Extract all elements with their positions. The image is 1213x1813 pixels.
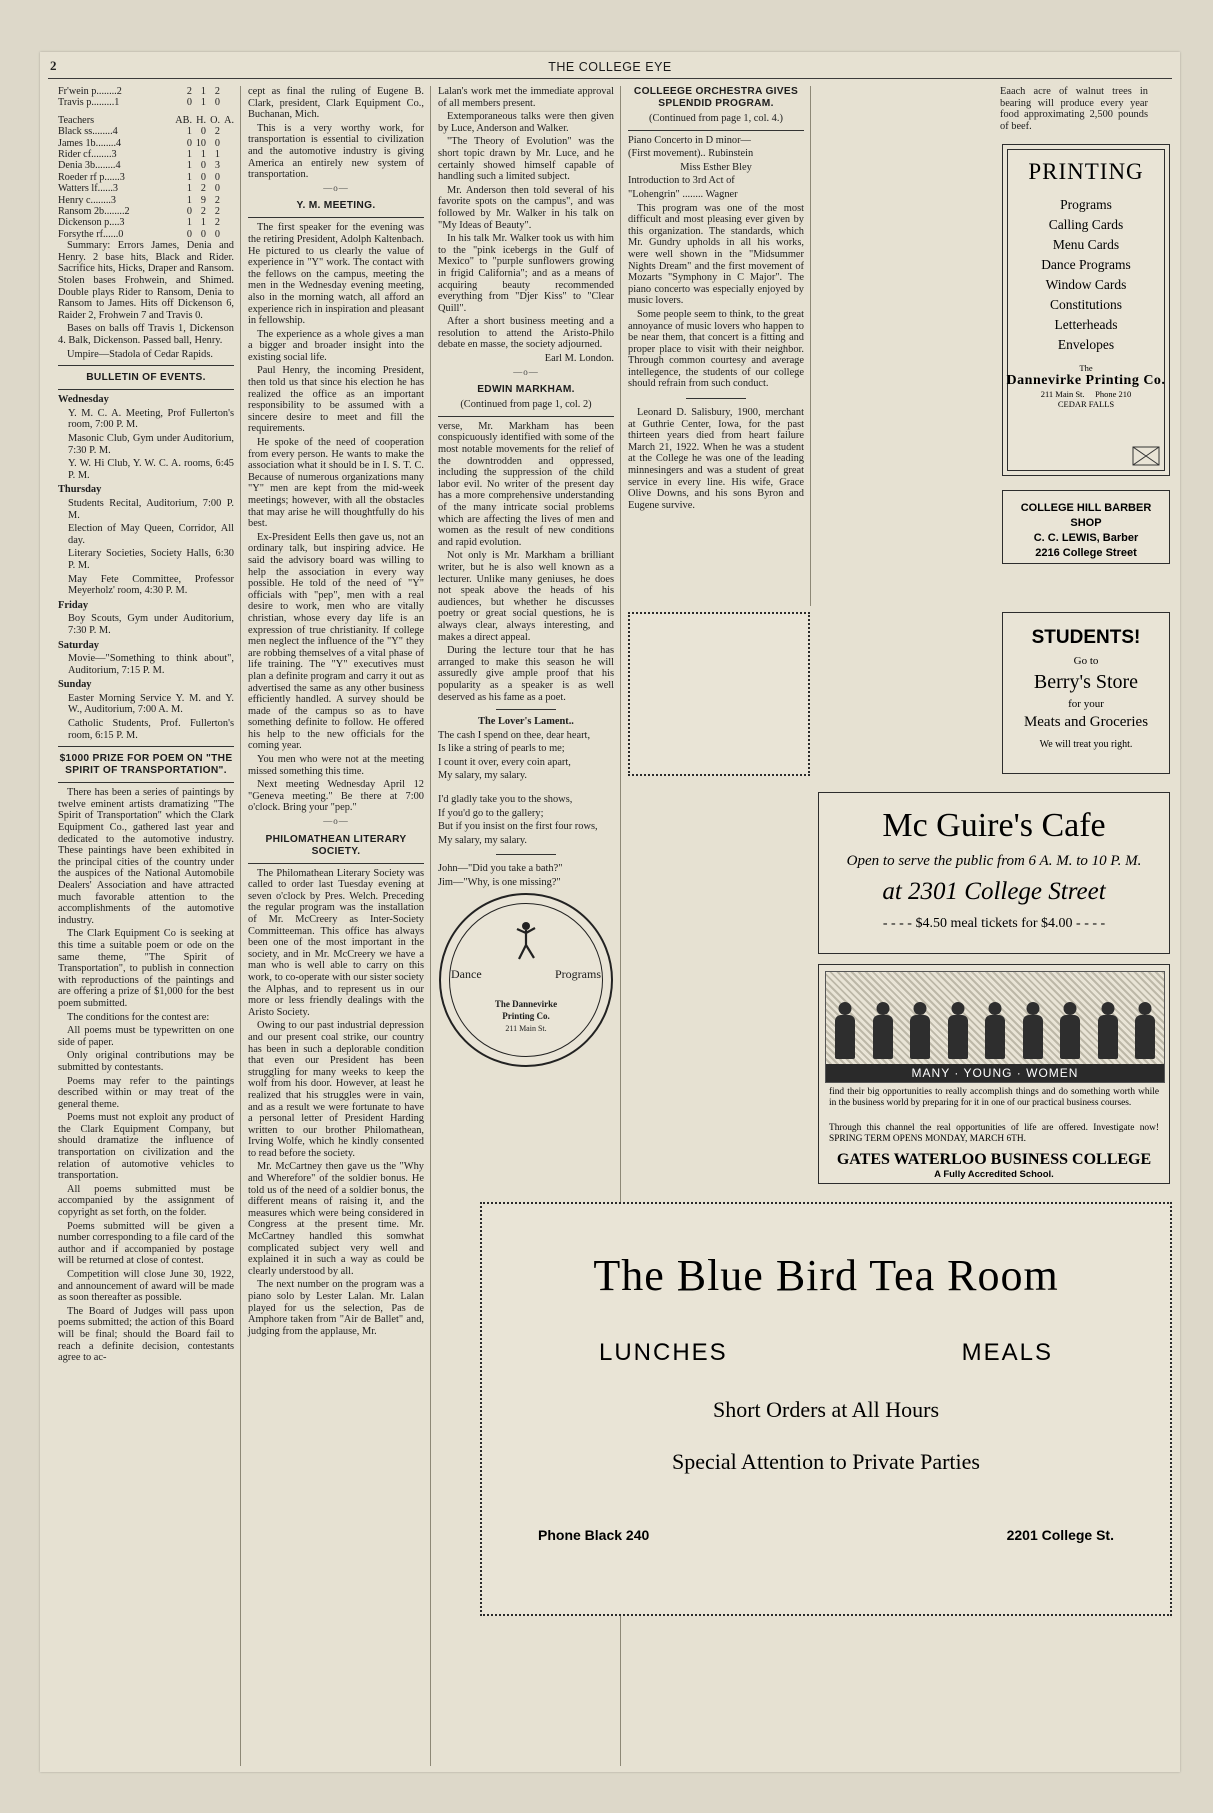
stat: 0 (200, 126, 206, 138)
dots: .........1 (91, 97, 120, 109)
table-row (58, 206, 234, 217)
bluebird-line2: Special Attention to Private Parties (672, 1449, 980, 1474)
article-paragraph: The conditions for the contest are: (67, 1011, 210, 1023)
stat: 1 (186, 149, 192, 161)
stat: 0 (186, 97, 192, 109)
stat: 1 (200, 86, 206, 97)
article-paragraph: The Board of Judges will pass upon poems submitted; the action of this Board will be final; should the Board fail to reach a definite decision, contestants agree to ac- (58, 1305, 234, 1364)
barber-line1: COLLEGE HILL BARBER (1020, 502, 1152, 514)
dots: ........3 (90, 194, 116, 206)
stat: 0 (214, 97, 220, 109)
bulletin-day: Friday (58, 599, 89, 611)
col-header: AB. (175, 114, 192, 126)
program-line: (First movement).. Rubinstein (628, 148, 754, 160)
bluebird-address: 2201 College St. (1006, 1527, 1114, 1543)
bulletin-day: Thursday (58, 484, 102, 496)
column-two (248, 86, 424, 1339)
column-divider (240, 86, 241, 1766)
article-paragraph: You men who were not at the meeting missed something this time. (248, 754, 424, 777)
student-figure-icon (870, 1002, 896, 1064)
article-paragraph: Lalan's work met the immediate approval of all members present. (438, 86, 614, 109)
stat: 0 (186, 206, 192, 218)
stat: 3 (214, 160, 220, 172)
column-four (628, 86, 804, 513)
classroom-illustration (825, 971, 1165, 1083)
masthead-title: THE COLLEGE EYE (548, 60, 672, 74)
dannevirke-circle-logo (439, 893, 613, 1067)
stat: 0 (186, 228, 192, 240)
bulletin-event: Masonic Club, Gym under Auditorium, 7:30 P. M. (68, 433, 234, 456)
bulletin-day: Saturday (58, 639, 99, 651)
barber-line3: C. C. LEWIS, Barber (1033, 532, 1139, 544)
student-figure-icon (945, 1002, 971, 1064)
table-row (58, 86, 234, 97)
bluebird-lunches: LUNCHES (598, 1339, 728, 1366)
article-paragraph: In his talk Mr. Walker took us with him to the "pink icebergs in the Gulf of Mexico" to "purple sunflowers growing in frigid California"; and as a means of acquiring beauty recommended everything from "Djer Kiss" to "Clear Quill". (438, 233, 614, 314)
poem-line: The cash I spend on thee, dear heart, (438, 729, 591, 741)
student-figure-icon (832, 1002, 858, 1064)
player-name: Forsythe rf (58, 228, 103, 240)
player-name: Rider cf (58, 149, 92, 161)
berry-ad[interactable] (1002, 612, 1170, 774)
table-row (58, 229, 234, 240)
gates-subtitle: A Fully Accredited School. (934, 1169, 1054, 1180)
barber-ad[interactable] (1002, 490, 1170, 564)
bulletin-heading: BULLETIN OF EVENTS. (86, 372, 206, 384)
bulletin-day: Wednesday (58, 394, 109, 406)
printing-item: Programs (1060, 197, 1112, 212)
stat: 0 (214, 171, 220, 183)
player-name: Fr'wein p (58, 86, 97, 97)
stat: 1 (214, 149, 220, 161)
table-row (58, 217, 234, 228)
printing-city: CEDAR FALLS (1057, 399, 1115, 409)
article-signature: Earl M. London. (544, 353, 614, 365)
dots: ........4 (95, 137, 122, 149)
latta-ad[interactable] (628, 612, 810, 776)
berry-store-name: Berry's Store (1033, 671, 1139, 693)
stat: 1 (186, 183, 192, 195)
table-row (58, 138, 234, 149)
article-paragraph: The next number on the program was a piano solo by Lester Lalan. Mr. Lalan played for us the selection, Pas de Amphore taken from "Air de Ballet" and, judging from the applause, Mr. (248, 1279, 424, 1337)
stat: 1 (186, 171, 192, 183)
article-paragraph: Owing to our past industrial depression and our present coal strike, our country has been in such a deplorable condition that even our President has been struggling for many weeks to keep the wolf from his door. However, at least he realized that his struggles were in vain, and as a result we were fortunate to have a personal letter of President Harding written to our brother Philomathean, Irving Wolfe, which he kindly consented to read before the society. (248, 1020, 424, 1159)
stat: 2 (214, 86, 220, 97)
page-number: 2 (50, 58, 57, 73)
poem-line: My salary, my salary. (438, 770, 527, 782)
article-paragraph: He spoke of the need of cooperation from every person. He wants to make the association what it should be in I. S. T. C. Because of numerous organizations many "Y" men are kept from the mid-week meetings; however, with all the obstacles that may arise he will thoughtfully do his best. (248, 437, 424, 530)
stat: 0 (214, 183, 220, 195)
student-figure-icon (1132, 1002, 1158, 1064)
prize-heading: $1000 PRIZE FOR POEM ON "THE SPIRIT OF TRANSPORTATION". (59, 753, 233, 777)
berry-tagline: We will treat you right. (1039, 739, 1133, 750)
stat: 9 (200, 194, 206, 206)
article-paragraph: Paul Henry, the incoming President, then told us that since his election he has realized the office as an important responsibility to be assumed with a sincere desire to meet and fill the requirements. (248, 365, 424, 435)
bulletin-event: Easter Morning Service Y. M. and Y. W., Auditorium, 7:00 A. M. (68, 692, 234, 716)
article-paragraph: During the lecture tour that he has arranged to make this season he will assuredly give ample proof that his popularity as a speaker is as well deserved as his fame as a poet. (438, 645, 614, 703)
program-line: Piano Concerto in D minor— (628, 134, 751, 146)
stat: 2 (200, 206, 206, 218)
gates-banner: MANY · YOUNG · WOMEN (826, 1064, 1164, 1082)
article-paragraph: After a short business meeting and a resolution to attend the Aristo-Philo debate en masse, the society adjourned. (438, 316, 614, 351)
article-paragraph: verse, Mr. Markham has been conspicuously identified with some of the most notable movements for the relief of the downtrodden and oppressed, including the suppression of the child labor evil. No writer of the present day has a more comprehensive understanding of the many intricate social problems which are affecting the lives of men and women as the result of new conditions and rapid evolution. (438, 420, 614, 548)
printing-address (1003, 389, 1169, 399)
printing-item: Letterheads (1054, 317, 1118, 332)
barber-line4: 2216 College Street (1035, 547, 1137, 559)
walnut-filler (818, 86, 1148, 134)
printing-phone: Phone 210 (1095, 389, 1132, 399)
printing-item: Dance Programs (1041, 257, 1131, 272)
article-paragraph: Mr. McCartney then gave us the "Why and Wherefore" of the soldier bonus. He told us of the need of a soldier bonus, the different means of raising it, and the measures which were being considered in Congress at the present time. Mr. McCartney handled this somwhat complicated subject very well and explained it in such a way as could be clearly understood by all. (248, 1161, 424, 1277)
obituary-paragraph: Leonard D. Salisbury, 1900, merchant at Guthrie Center, Iowa, for the past thirteen years died from heart failure March 21, 1922. When he was a student at the College he was one of the leading minnesingers and was a student of great service in every line. His wife, Grace Olive Downs, and his sons Byron and Eugene survive. (628, 407, 804, 511)
barber-line2: SHOP (1070, 517, 1102, 529)
article-paragraph: The first speaker for the evening was the retiring President, Adolph Kaltenbach. He pictured to us clearly the value of experience in "Y" work. The contact with the fellows on the campus, meeting the men in the Wednesday evening meeting, also in the morning watch, all afford an experience rich in inspiration and pleasant in fellowship. (248, 222, 424, 327)
dots: ......3 (104, 171, 125, 183)
stat: 0 (214, 137, 220, 149)
gates-title: GATES WATERLOO BUSINESS COLLEGE (836, 1151, 1152, 1168)
student-figure-icon (1057, 1002, 1083, 1064)
bulletin-event: Y. W. Hi Club, Y. W. C. A. rooms, 6:45 P. M. (68, 458, 234, 481)
bulletin-event: Election of May Queen, Corridor, All day. (68, 523, 234, 546)
article-paragraph: cept as final the ruling of Eugene B. Clark, president, Clark Equipment Co., Buchanan, Mich. (248, 86, 424, 121)
poem-line: I count it over, every coin apart, (438, 756, 571, 768)
markham-heading: EDWIN MARKHAM. (477, 384, 575, 396)
mcguire-ad[interactable] (818, 792, 1170, 954)
stat: 0 (186, 137, 192, 149)
ym-meeting-heading: Y. M. MEETING. (296, 200, 376, 212)
berry-goods: Meats and Groceries (1023, 714, 1149, 730)
table-row (58, 126, 234, 137)
bulletin-event: Y. M. C. A. Meeting, Prof Fullerton's room, 7:00 P. M. (68, 407, 234, 431)
printing-item: Calling Cards (1048, 217, 1124, 232)
program-performer: Miss Esther Bley (680, 161, 752, 173)
stat: 2 (186, 86, 192, 97)
table-row (58, 160, 234, 171)
orchestra-heading: COLLEEGE ORCHESTRA GIVES SPLENDID PROGRAM. (633, 86, 799, 109)
table-header-row (58, 115, 234, 126)
col-header: O. (210, 114, 220, 126)
team-label: Teachers (58, 114, 95, 126)
printing-ad[interactable] (1002, 144, 1170, 476)
stat: 1 (186, 126, 192, 138)
poem-line: But if you insist on the first four rows, (438, 821, 598, 833)
dots: ....3 (109, 217, 125, 229)
logo-address: 211 Main St. (505, 1023, 547, 1033)
summary-paragraph: Summary: Errors James, Denia and Henry. 2 base hits, Black and Rider. Sacrifice hits, Hicks, Draper and Ransom. Stolen bases Frohwein, and Shimed. Double plays Rider to Ransom, Denia to Ransom to James. Hits off Dickenson 6, Raider 2, Frohwein 7 and Travis 0. (58, 240, 234, 321)
article-paragraph: Not only is Mr. Markham a brilliant writer, but he is also well known as a lecturer. Unlike many geniuses, he does not speak above the heads of his audiences, but whether he discusses poetry or great social questions, he is always clear, always interesting, and makes a direct appeal. (438, 550, 614, 643)
player-name: Ransom 2b (58, 206, 105, 218)
article-paragraph: Poems submitted will be given a number corresponding to a file card of the author and if accompanied by postage will be returned at close of contest. (58, 1220, 234, 1267)
article-paragraph: Next meeting Wednesday April 12 "Geneva meeting." Be there at 7:00 o'clock. Bring your "pep." (248, 779, 424, 814)
table-row (58, 183, 234, 194)
stat: 2 (214, 217, 220, 229)
column-divider (810, 86, 811, 606)
bluebird-title: The Blue Bird Tea Room (593, 1251, 1059, 1300)
article-paragraph: Competition will close June 30, 1922, and announcement of award will be made as soon thereafter as possible. (58, 1269, 234, 1304)
bases-paragraph: Bases on balls off Travis 1, Dickenson 4. Balk, Dickenson. Passed ball, Henry. (58, 323, 234, 347)
printing-item: Envelopes (1057, 337, 1115, 352)
table-row (58, 97, 234, 108)
article-paragraph: "The Theory of Evolution" was the short topic drawn by Mr. Luce, and he certainly showed himself capable of handling such a limited subject. (438, 136, 614, 183)
poem-title: The Lover's Lament.. (478, 716, 574, 728)
bulletin-day: Sunday (58, 679, 92, 691)
article-paragraph: Poems may refer to the paintings described within or may treat of the general theme. (58, 1075, 234, 1110)
dots: ......0 (103, 228, 124, 240)
poem-line (438, 784, 614, 792)
continued-note: (Continued from page 1, col. 2) (460, 399, 592, 411)
press-icon (1131, 443, 1161, 469)
student-figure-icon (907, 1002, 933, 1064)
continued-note: (Continued from page 1, col. 4.) (649, 113, 783, 124)
poem-line: My salary, my salary. (438, 834, 527, 846)
printing-company: Dannevirke Printing Co. (1006, 373, 1166, 388)
stat: 0 (200, 228, 206, 240)
stat: 1 (200, 97, 206, 109)
gates-paragraph-1: find their big opportunities to really accomplish things and do something worth while in the business world by preparing for it in one of our practical business courses. (829, 1087, 1159, 1108)
player-name: James 1b (58, 137, 96, 149)
paragraph-separator (248, 816, 424, 828)
mcguire-address: at 2301 College Street (882, 878, 1106, 905)
masthead-rule (48, 78, 1172, 79)
col-header: H. (196, 114, 206, 126)
stat: 1 (200, 217, 206, 229)
dots: ......3 (97, 183, 119, 195)
printing-the: The (1079, 363, 1093, 373)
paragraph-separator (438, 367, 614, 379)
philomathean-heading: PHILOMATHEAN LITERARY SOCIETY. (265, 833, 407, 857)
bulletin-event: May Fete Committee, Professor Meyerholz' room, 4:30 P. M. (68, 573, 234, 597)
joke-line: Jim—"Why, is one missing?" (438, 877, 561, 889)
column-one (58, 86, 234, 1366)
printing-item: Menu Cards (1052, 237, 1120, 252)
table-row (58, 195, 234, 206)
bluebird-phone: Phone Black 240 (538, 1527, 650, 1543)
bulletin-event: Movie—"Something to think about", Auditorium, 7:15 P. M. (68, 653, 234, 676)
player-name: Henry c (58, 194, 91, 206)
article-paragraph: All poems must be typewritten on one side of paper. (58, 1025, 234, 1048)
col-header: A. (224, 114, 234, 126)
mcguire-title: Mc Guire's Cafe (882, 807, 1106, 844)
umpire-paragraph: Umpire—Stadola of Cedar Rapids. (67, 348, 214, 360)
player-name: Watters lf (58, 183, 98, 195)
stat: 1 (186, 217, 192, 229)
dots: ........2 (96, 86, 122, 97)
filler-paragraph: Eaach acre of walnut trees in bearing will produce every year food approximating 2,500 pounds of beef. (1000, 86, 1148, 132)
article-paragraph: All poems submitted must be accompanied by the assignment of copyright as set forth, on the folder. (58, 1183, 234, 1219)
article-paragraph: Some people seem to think, to the great annoyance of music lovers who happen to be near them, that concert is a fitting and proper place to visit with their neighbor. Through common courtesy and average intellegence, the students of our college should refrain from such conduct. (628, 308, 804, 390)
printing-item: Window Cards (1045, 277, 1127, 292)
article-paragraph: Mr. Anderson then told several of his favorite spots on the campus", and was followed by Mr. Walker in his talk on "My Ideas of Beauty". (438, 184, 614, 231)
article-paragraph: Extemporaneous talks were then given by Luce, Anderson and Walker. (438, 111, 614, 134)
article-paragraph: The experience as a whole gives a man a bigger and broader insight into the existing social life. (248, 328, 424, 363)
bluebird-ad[interactable] (480, 1202, 1172, 1616)
bulletin-event: Students Recital, Auditorium, 7:00 P. M. (68, 497, 234, 521)
table-row (58, 149, 234, 160)
mcguire-tickets: - - - - $4.50 meal tickets for $4.00 - - - - (882, 916, 1106, 931)
article-paragraph: The Philomathean Literary Society was called to order last Tuesday evening at seven o'clock by Pres. Welch. Preceding the regular program was the installation of Mr. McCreery as Inter-Society Committeeman. This office has always been one of the most important in the society, and in Mr. McCreery we have a man who is well able to carry on this work, to co-operate with our sister society the Alphas, and to represent us in our more or less friendly dealings with the Aristo Society. (248, 867, 424, 1018)
player-name: Travis p (58, 97, 92, 109)
poem-line: If you'd go to the gallery; (438, 807, 544, 819)
logo-company: The Dannevirke (494, 998, 558, 1009)
stat: 1 (186, 194, 192, 206)
printing-item: Constitutions (1049, 297, 1122, 312)
player-name: Denia 3b (58, 160, 96, 172)
poem-line: I'd gladly take you to the shows, (438, 794, 573, 806)
stat: 2 (200, 183, 206, 195)
article-paragraph: This program was one of the most difficult and most pleasing ever given by this organization. The standards, which Mr. Gundry upholds in all his works, were well shown in the "Midsummer Nights Dream" and the first movement of Mozarts "Symphony in C Major". The piano concerto was especially enjoyed by music lovers. (628, 202, 804, 307)
berry-headline: STUDENTS! (1031, 627, 1141, 648)
berry-foryour: for your (1068, 698, 1104, 710)
mcguire-hours: Open to serve the public from 6 A. M. to 10 P. M. (846, 853, 1142, 869)
dots: ........3 (91, 149, 117, 161)
dots: ........4 (95, 160, 121, 172)
printing-title: PRINTING (1028, 159, 1144, 184)
stat: 2 (214, 126, 220, 138)
bluebird-meals: MEALS (961, 1339, 1053, 1366)
stat: 2 (214, 194, 220, 206)
berry-goto: Go to (1073, 655, 1099, 667)
table-row (58, 172, 234, 183)
article-paragraph: Only original contributions may be submitted by contestants. (58, 1050, 234, 1073)
stat: 2 (214, 206, 220, 218)
page-sheet (40, 52, 1180, 1772)
poem-line: Is like a string of pearls to me; (438, 743, 565, 755)
program-line: "Lohengrin" ........ Wagner (628, 188, 738, 200)
player-name: Black ss (58, 126, 93, 138)
boxscore-table (58, 86, 234, 240)
article-paragraph: Poems must not exploit any product of the Clark Equipment Company, but should dramatize the influence of transportation on civilization and the relation of automotive vehicles to transportation. (58, 1112, 234, 1182)
logo-left-word: Dance (451, 966, 482, 981)
column-three (438, 86, 614, 1069)
stat: 1 (200, 149, 206, 161)
dancer-icon (513, 921, 539, 961)
stat: 1 (186, 160, 192, 172)
column-divider (430, 86, 431, 1766)
stat: 0 (200, 171, 206, 183)
dots: ........2 (104, 206, 130, 218)
bluebird-line1: Short Orders at All Hours (712, 1397, 940, 1422)
program-line: Introduction to 3rd Act of (628, 175, 735, 187)
student-figure-icon (982, 1002, 1008, 1064)
article-paragraph: There has been a series of paintings by twelve eminent artists dramatizing "The Spirit of Transportation" which the Clark Equipment Co., gathered last year and dedicated to the automotive industry. These paintings have been exhibited in the principal cities of the country under the auspices of the National Automobile Dealers' Association and have attracted much favorable attention to the accomplishments of the automotive industry. (58, 787, 234, 926)
student-figure-icon (1095, 1002, 1121, 1064)
stat: 0 (214, 228, 220, 240)
stat: 0 (200, 160, 206, 172)
article-paragraph: Ex-President Eells then gave us, not an ordinary talk, but inspiring advice. He said the advisory board was willing to help the association in every way possible. He told of the need of "Y" officials with "pep", men with a real desire to work, men who are vitally christian, whose every day life is an expression of true christianity. If college men neglect the influence of the "Y" they are robbing themselves of a vital phase of life training. The "Y" executives must plan a definite program and carry it out as advertised the same as any other business efficiently handled. A survey should be made of the campus so as to have something definite to follow. He offered his help to the new officials for the coming year. (248, 531, 424, 752)
bulletin-event: Literary Societies, Society Halls, 6:30 P. M. (68, 548, 234, 571)
gates-ad[interactable] (818, 964, 1170, 1184)
logo-company-line2: Printing Co. (502, 1010, 550, 1021)
joke-line: John—"Did you take a bath?" (438, 863, 563, 875)
player-name: Roeder rf p (58, 171, 105, 183)
article-paragraph: The Clark Equipment Co is seeking at this time a suitable poem or ode on the same theme, "The Spirit of Transportation", to publish in connection with reproductions of the paintings and are offering a prize of $1,000 for the best poem submitted. (58, 928, 234, 1009)
paragraph-separator (248, 183, 424, 195)
bulletin-event: Catholic Students, Prof. Fullerton's room, 6:15 P. M. (68, 718, 234, 741)
stat: 10 (195, 137, 206, 149)
logo-right-word: Programs (555, 966, 601, 981)
player-name: Dickenson p (58, 217, 110, 229)
bulletin-event: Boy Scouts, Gym under Auditorium, 7:30 P. M. (68, 613, 234, 636)
gates-paragraph-2: Through this channel the real opportunities of life are offered. Investigate now! SPRING TERM OPENS MONDAY, MARCH 6TH. (829, 1123, 1159, 1144)
article-paragraph: This is a very worthy work, for transportation is essential to civilization and the automotive industry is giving America an entirely new system of transportation. (248, 122, 424, 181)
printing-street: 211 Main St. (1040, 389, 1085, 399)
student-figure-icon (1020, 1002, 1046, 1064)
dots: ........4 (92, 126, 118, 138)
